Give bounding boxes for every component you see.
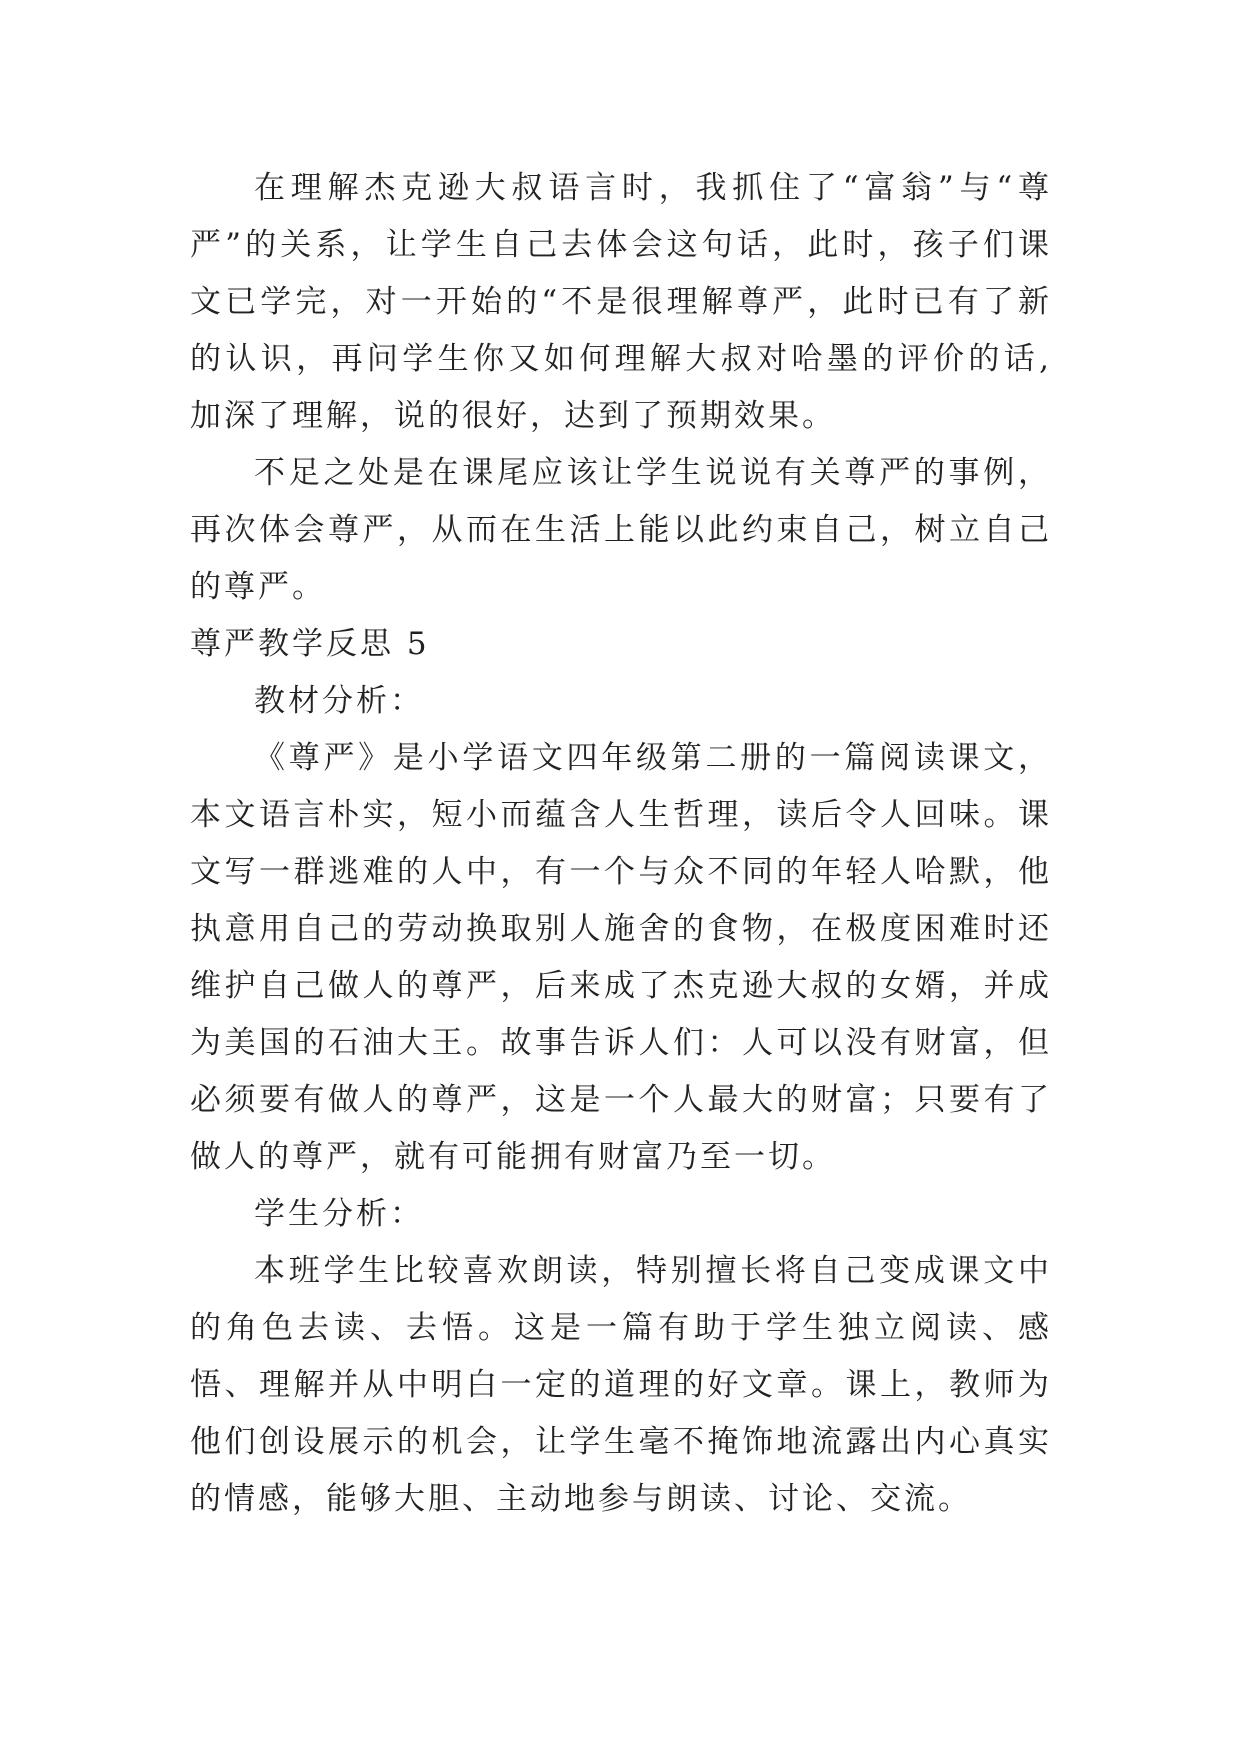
paragraph-material-analysis: 《尊严》是小学语文四年级第二册的一篇阅读课文，本文语言朴实，短小而蕴含人生哲理，读后令人回味。课文写一群逃难的人中，有一个与众不同的年轻人哈默，他执意用自己的劳动换取别人施舍的食物，在极度困难时还维护自己做人的尊严，后来成了杰克逊大叔的女婿，并成为美国的石油大王。故事告诉人们：人可以没有财富，但必须要有做人的尊严，这是一个人最大的财富；只要有了做人的尊严，就有可能拥有财富乃至一切。 xyxy=(190,740,1052,1175)
subheading-material-analysis: 教材分析： xyxy=(254,683,424,719)
section-title: 尊严教学反思 5 xyxy=(190,626,430,662)
paragraph-understanding: 在理解杰克逊大叔语言时，我抓住了“富翁”与“尊严”的关系，让学生自己去体会这句话，此时，孩子们课文已学完，对一开始的“不是很理解尊严，此时已有了新的认识，再问学生你又如何理解大叔对哈墨的评价的话,加深了理解，说的很好，达到了预期效果。 xyxy=(190,170,1052,434)
paragraph-student-analysis: 本班学生比较喜欢朗读，特别擅长将自己变成课文中的角色去读、去悟。这是一篇有助于学生独立阅读、感悟、理解并从中明白一定的道理的好文章。课上，教师为他们创设展示的机会，让学生毫不掩饰地流露出内心真实的情感，能够大胆、主动地参与朗读、讨论、交流。 xyxy=(190,1253,1052,1517)
document-body xyxy=(190,160,1052,1528)
paragraph-shortcomings: 不足之处是在课尾应该让学生说说有关尊严的事例，再次体会尊严，从而在生活上能以此约束自己，树立自己的尊严。 xyxy=(190,455,1052,605)
subheading-student-analysis: 学生分析： xyxy=(254,1196,424,1232)
